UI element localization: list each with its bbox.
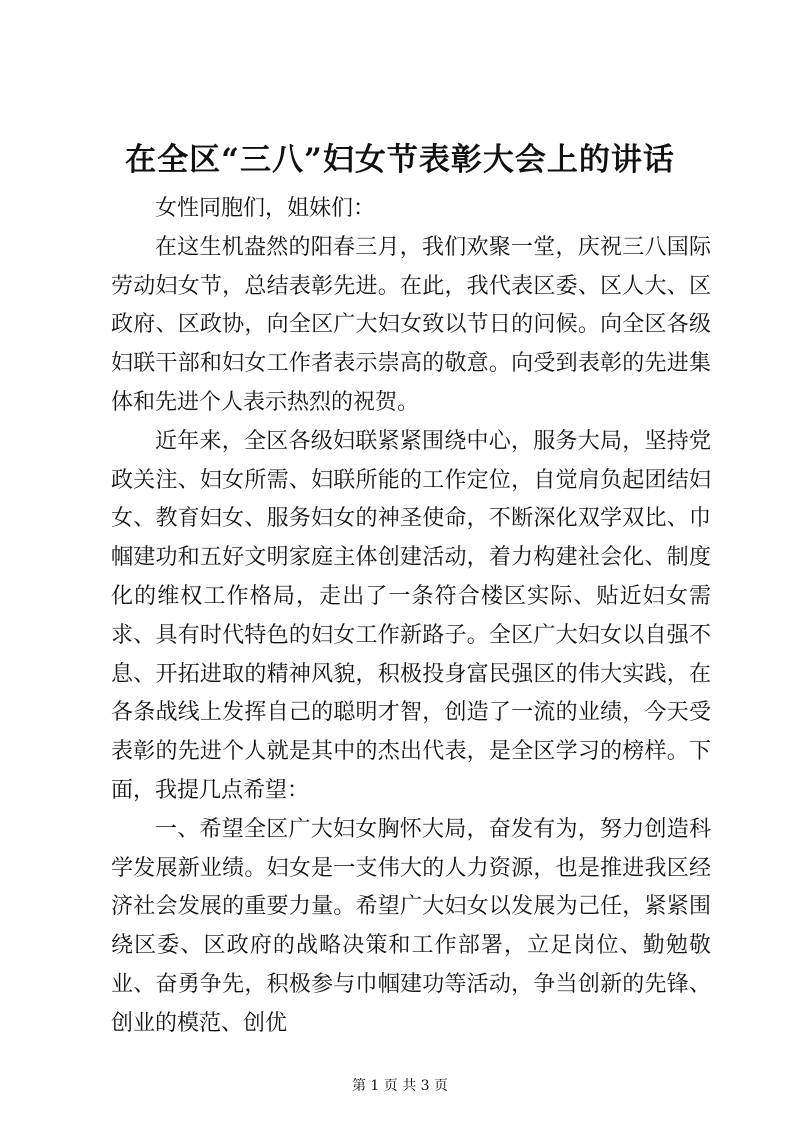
document-body xyxy=(111,190,711,1044)
page-number-footer: 第 1 页 共 3 页 xyxy=(351,1078,449,1094)
achievements-paragraph: 近年来，全区各级妇联紧紧围绕中心，服务大局，坚持党政关注、妇女所需、妇联所能的工作定位，自觉肩负起团结妇女、教育妇女、服务妇女的神圣使命，不断深化双学双比、巾帼建功和五好文明家庭主体创建活动，着力构建社会化、制度化的维权工作格局，走出了一条符合楼区实际、贴近妇女需求、具有时代特色的妇女工作新路子。全区广大妇女以自强不息、开拓进取的精神风貌，积极投身富民强区的伟大实践，在各条战线上发挥自己的聪明才智，创造了一流的业绩，今天受表彰的先进个人就是其中的杰出代表，是全区学习的榜样。下面，我提几点希望： xyxy=(111,428,711,803)
salutation-paragraph: 女性同胞们，姐妹们： xyxy=(155,196,376,221)
opening-paragraph: 在这生机盎然的阳春三月，我们欢聚一堂，庆祝三八国际劳动妇女节，总结表彰先进。在此，我代表区委、区人大、区政府、区政协，向全区广大妇女致以节日的问候。向全区各级妇联干部和妇女工作者表示崇高的敬意。向受到表彰的先进集体和先进个人表示热烈的祝贺。 xyxy=(111,234,711,415)
document-title: 在全区“三八”妇女节表彰大会上的讲话 xyxy=(125,142,675,178)
hope-one-paragraph: 一、希望全区广大妇女胸怀大局，奋发有为，努力创造科学发展新业绩。妇女是一支伟大的人力资源，也是推进我区经济社会发展的重要力量。希望广大妇女以发展为己任，紧紧围绕区委、区政府的战略决策和工作部署，立足岗位、勤勉敬业、奋勇争先，积极参与巾帼建功等活动，争当创新的先锋、创业的模范、创优 xyxy=(111,816,711,1036)
